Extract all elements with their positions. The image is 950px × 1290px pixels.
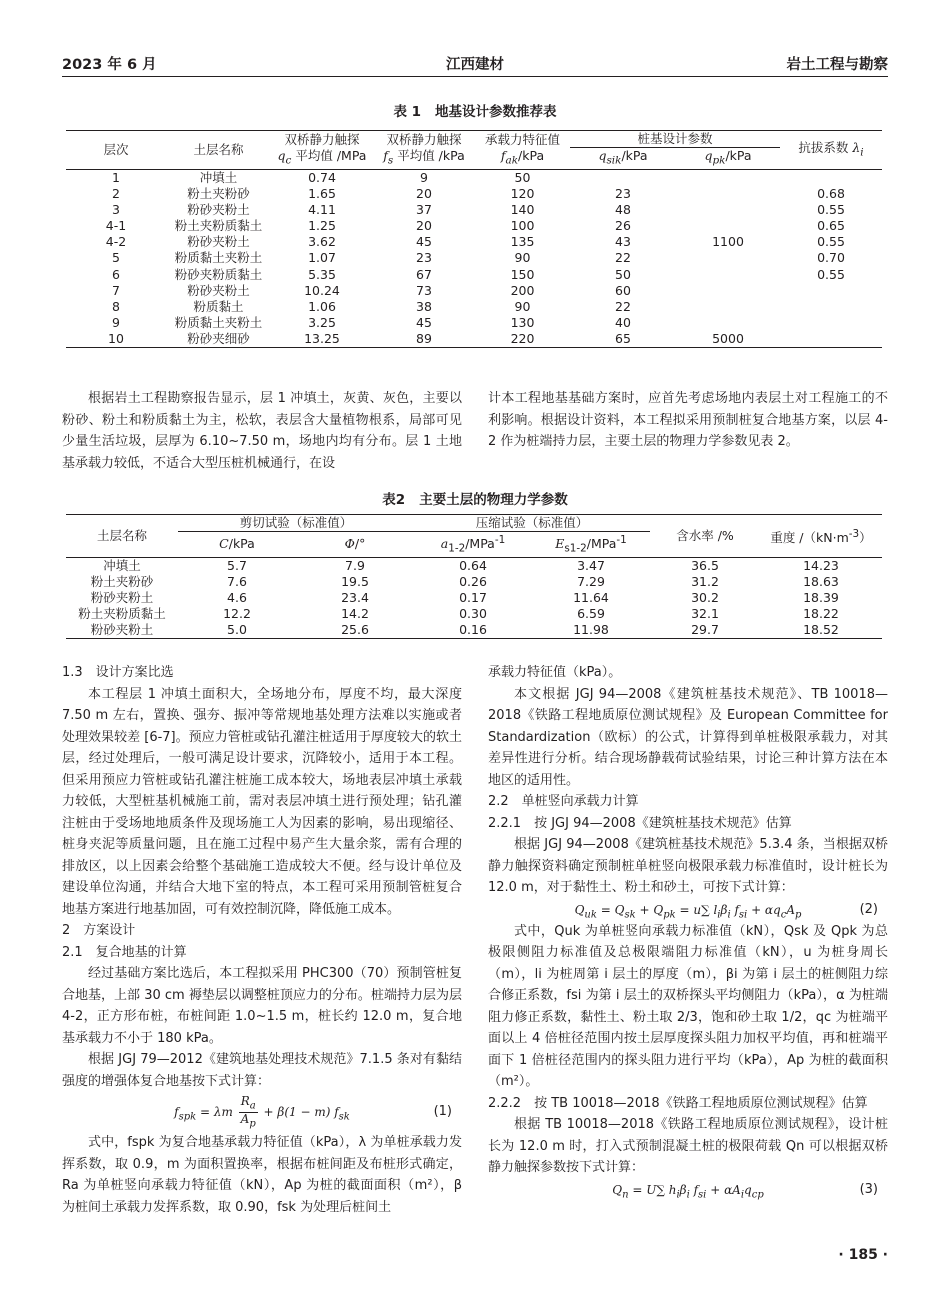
table-cell: 38 bbox=[416, 298, 432, 314]
equation-1 bbox=[62, 1092, 462, 1132]
table2-caption bbox=[62, 488, 888, 508]
th2-compress: 压缩试验（标准值） bbox=[414, 515, 650, 532]
table-cell: 3.25 bbox=[308, 315, 336, 331]
heading-2-2-1: 2.2.1 按 JGJ 94—2008《建筑桩基技术规范》估算 bbox=[488, 815, 792, 831]
table-cell: 7.29 bbox=[577, 573, 605, 589]
table-cell: 粉质黏土 bbox=[193, 298, 244, 314]
table-cell: 23 bbox=[615, 185, 631, 201]
table-cell: 200 bbox=[510, 282, 535, 298]
table-cell bbox=[780, 169, 882, 186]
table-cell: 4-2 bbox=[105, 234, 127, 250]
table2-number: 表2 bbox=[382, 492, 406, 508]
table-cell bbox=[676, 266, 780, 282]
table-cell: 26 bbox=[615, 217, 631, 233]
table-cell: 5.0 bbox=[227, 621, 247, 637]
equation-1-number: (1) bbox=[433, 1104, 452, 1119]
table-cell: 粉砂夹粉土 bbox=[187, 201, 250, 217]
table-cell: 0.16 bbox=[459, 621, 487, 637]
header-rule bbox=[62, 76, 888, 77]
th2-phi: Φ/° bbox=[296, 532, 414, 558]
th-pile-group: 桩基设计参数 bbox=[570, 131, 780, 148]
table-row bbox=[66, 622, 882, 639]
table-cell bbox=[676, 202, 780, 218]
table-cell: 6.59 bbox=[577, 605, 605, 621]
table1-number: 表 1 bbox=[393, 104, 422, 120]
table-cell: 4-1 bbox=[105, 217, 127, 233]
table-cell bbox=[676, 250, 780, 266]
table-cell: 10.24 bbox=[304, 282, 340, 298]
table-cell: 粉砂夹粉质黏土 bbox=[174, 266, 263, 282]
page-number: · 185 · bbox=[838, 1247, 888, 1263]
table-cell: 20 bbox=[416, 185, 432, 201]
th-soil: 土层名称 bbox=[166, 131, 271, 170]
table-cell bbox=[676, 299, 780, 315]
table-cell bbox=[676, 186, 780, 202]
table-cell: 2 bbox=[112, 185, 120, 201]
equation-1-expr: $f_{spk} = \lambda m$ $\frac{R_a}{A_p}$ + β(1 − m) $f_{sk}$ bbox=[174, 1093, 350, 1130]
table-cell: 12.2 bbox=[223, 605, 251, 621]
table-cell: 36.5 bbox=[691, 557, 719, 573]
table2 bbox=[66, 514, 882, 639]
table-cell: 50 bbox=[514, 169, 531, 185]
table-row bbox=[66, 606, 882, 622]
table-cell: 100 bbox=[510, 217, 535, 233]
table-cell: 120 bbox=[510, 185, 535, 201]
th-qc: 双桥静力触探 $q_c$ 平均值 /MPa bbox=[271, 131, 373, 170]
th2-w: 含水率 /% bbox=[650, 515, 760, 558]
table-cell: 0.55 bbox=[817, 266, 845, 282]
table-cell: 13.25 bbox=[304, 331, 340, 347]
para-eq2: 式中，Quk 为单桩竖向承载力标准值（kN），Qsk 及 Qpk 为总极限侧阻力标准值及总极限端阻力标准值（kN），u 为桩身周长（m），li 为桩周第 i 层土的厚度（m），βi 为第 i 层土的桩侧阻力综合修正系数，fsi 为第 i 层土的双桥探头平均侧阻力（kPa），α 为桩端阻力修正系数，黏性土、粉土取 2/3，饱和砂土取 1/2，qc 为桩端平面以上 4 倍桩径范围内按土层厚度探头阻力加权平均值，再和桩端平面下 1 倍桩径范围内的探头阻力进行平均（kPa），Ap 为桩的截面积（m²）。 bbox=[488, 923, 888, 1089]
table-row bbox=[66, 299, 882, 315]
heading-1-3: 1.3 设计方案比选 bbox=[62, 665, 174, 680]
table-cell: 0.17 bbox=[459, 589, 487, 605]
table-cell: 18.63 bbox=[803, 573, 839, 589]
table-cell: 25.6 bbox=[341, 621, 369, 637]
para-right-1-text: 计本工程地基基础方案时，应首先考虑场地内表层土对工程施工的不利影响。根据设计资料，本工程拟采用预制桩复合地基方案，以层 4-2 作为桩端持力层，主要土层的物理力学参数见表 2。 bbox=[488, 391, 888, 449]
th-qpk: $q_{pk}$/kPa bbox=[676, 148, 780, 170]
table-cell: 4.11 bbox=[308, 201, 336, 217]
table1-caption bbox=[62, 100, 888, 120]
table-cell bbox=[676, 283, 780, 299]
table-cell: 粉土夹粉质黏土 bbox=[174, 217, 263, 233]
table-cell: 粉土夹粉砂 bbox=[90, 573, 154, 589]
para-eq1: 式中，fspk 为复合地基承载力特征值（kPa），λ 为单桩承载力发挥系数，取 0.9，m 为面积置换率，根据布桩间距及布桩形式确定，Ra 为单桩竖向承载力特征值（kN），Ap 为桩的截面面积（m²），β 为桩间土承载力发挥系数，取 0.90，fsk 为处理后桩间土 bbox=[62, 1135, 462, 1215]
table-cell: 1.06 bbox=[308, 298, 336, 314]
th-fs: 双桥静力触探 $f_s$ 平均值 /kPa bbox=[373, 131, 475, 170]
table-cell bbox=[676, 169, 780, 186]
table-cell: 1.25 bbox=[308, 217, 336, 233]
table-cell: 65 bbox=[615, 331, 631, 347]
table-cell: 20 bbox=[416, 217, 432, 233]
th2-soil: 土层名称 bbox=[66, 515, 178, 558]
th2-gamma: 重度 $/(kN\cdot m^{-3})$ bbox=[760, 515, 882, 558]
table-cell: 10 bbox=[108, 331, 124, 347]
heading-2-1: 2.1 复合地基的计算 bbox=[62, 944, 187, 960]
table1-title: 地基设计参数推荐表 bbox=[435, 104, 557, 120]
table-cell: 1100 bbox=[712, 234, 744, 250]
table-cell: 0.74 bbox=[308, 169, 336, 185]
equation-3-expr: $Q_n = U\sum$ $h_i\beta_i$ $f_{si} + \alpha A_iq_{cp}$ bbox=[612, 1182, 764, 1200]
table-cell bbox=[780, 331, 882, 348]
table-cell: 粉土夹粉质黏土 bbox=[78, 605, 166, 621]
table-cell: 90 bbox=[514, 250, 531, 266]
table-cell: 粉质黏土夹粉土 bbox=[174, 250, 263, 266]
equation-3 bbox=[488, 1179, 888, 1201]
table-cell: 粉砂夹粉土 bbox=[90, 589, 154, 605]
table-cell: 43 bbox=[615, 234, 631, 250]
table-cell: 粉砂夹细砂 bbox=[187, 331, 250, 347]
table1-body bbox=[66, 169, 882, 348]
table-cell: 48 bbox=[615, 201, 631, 217]
table-cell bbox=[676, 315, 780, 331]
table-cell: 0.30 bbox=[459, 605, 487, 621]
heading-2-2: 2.2 单桩竖向承载力计算 bbox=[488, 794, 639, 809]
para-2-1: 经过基础方案比选后，本工程拟采用 PHC300（70）预制管桩复合地基，上部 30 cm 褥垫层以调整桩顶应力的分布。桩端持力层为层 4-2，正方形布桩，布桩间距 1.0~1.5 m，桩长约 12.0 m，复合地基承载力不小于 180 kPa。 bbox=[62, 966, 462, 1046]
table-cell: 37 bbox=[416, 201, 432, 217]
heading-2-2-2: 2.2.2 按 TB 10018—2018《铁路工程地质原位测试规程》估算 bbox=[488, 1095, 868, 1111]
table-cell: 粉土夹粉砂 bbox=[187, 185, 250, 201]
header-date: 2023 年 6 月 bbox=[62, 57, 157, 73]
table-cell: 14.2 bbox=[341, 605, 369, 621]
table-cell: 220 bbox=[510, 331, 535, 347]
table-cell: 0.68 bbox=[817, 185, 845, 201]
para-intro: 本文根据 JGJ 94—2008《建筑桩基技术规范》、TB 10018—2018《铁路工程地质原位测试规程》及 European Committee for Standardization（欧标）的公式，计算得到单桩极限承载力，对其差异性进行分析。结合现场静载荷试验结果，讨论三种计算方法在本地区的适用性。 bbox=[488, 686, 888, 788]
para-continued: 承载力特征值（kPa）。 bbox=[488, 665, 622, 680]
heading-2: 2 方案设计 bbox=[62, 923, 136, 938]
equation-2-expr: $Q_{uk} = Q_{sk} + Q_{pk} = u\sum$ $l_i\beta_i$ $f_{si} + \alpha q_cA_p$ bbox=[574, 902, 802, 920]
table-cell: 18.22 bbox=[803, 605, 839, 621]
table-cell bbox=[570, 169, 676, 186]
para-left-1 bbox=[62, 388, 462, 474]
table-cell: 45 bbox=[416, 315, 432, 331]
table-cell: 5.7 bbox=[227, 557, 247, 573]
table-row bbox=[66, 283, 882, 299]
table-cell: 67 bbox=[416, 266, 432, 282]
table-cell: 4.6 bbox=[227, 589, 247, 605]
table-cell: 7.9 bbox=[345, 557, 365, 573]
table-row bbox=[66, 250, 882, 266]
table-cell bbox=[676, 218, 780, 234]
table-cell: 1 bbox=[112, 169, 120, 185]
table-cell: 0.65 bbox=[817, 217, 845, 233]
table-cell: 1.07 bbox=[308, 250, 336, 266]
table-cell: 3.62 bbox=[308, 234, 336, 250]
table-row bbox=[66, 590, 882, 606]
left-column bbox=[62, 662, 462, 1218]
table-cell: 90 bbox=[514, 298, 531, 314]
para-2-2-1: 根据 JGJ 94—2008《建筑桩基技术规范》5.3.4 条，当根据双桥静力触探资料确定预制桩单桩竖向极限承载力标准值时，设计桩长为 12.0 m，对于黏性土、粉土和砂土，可按下式计算： bbox=[488, 837, 888, 895]
th-fak: 承载力特征值 $f_{ak}$/kPa bbox=[475, 131, 570, 170]
table-row bbox=[66, 331, 882, 348]
table-cell bbox=[780, 283, 882, 299]
table2-title: 主要土层的物理力学参数 bbox=[419, 492, 568, 508]
table-cell: 粉砂夹粉土 bbox=[90, 621, 154, 637]
table-cell: 32.1 bbox=[691, 605, 719, 621]
para-1-3: 本工程层 1 冲填土面积大，全场地分布，厚度不均，最大深度 7.50 m 左右，置换、强夯、振冲等常规地基处理方法难以实施或者处理效果较差 [6-7]。预应力管桩或钻孔灌注桩适用于厚度较大的软土层，经过处理后，一般可满足设计要求，沉降较小，适用于本工程。但采用预应力管桩或钻孔灌注桩施工成本较大，场地表层冲填土承载力较低，大型桩基机械施工前，需对表层冲填土进行预处理；钻孔灌注桩由于受场地地质条件及现场施工人为因素的影响，易出现缩径、桩身夹泥等质量问题，且在施工过程中易产生大量余浆，需有合理的排放区，以上因素会给整个基础施工造成较大不便。经与设计单位及建设单位沟通，并结合大地下室的特点，本工程可采用预制管桩复合地基方案进行地基加固，可有效控制沉降，降低施工成本。 bbox=[62, 686, 462, 917]
para-left-1-text: 根据岩土工程勘察报告显示，层 1 冲填土，灰黄、灰色，主要以粉砂、粉土和粉质黏土为主，松软，表层含大量植物根系，局部可见少量生活垃圾，层厚为 6.10~7.50 m，场地内均有分布。层 1 土地基承载力较低，不适合大型压桩机械通行，在设 bbox=[62, 391, 462, 471]
table-cell: 89 bbox=[416, 331, 432, 347]
th-qsik: $q_{sik}$/kPa bbox=[570, 148, 676, 170]
table1 bbox=[66, 130, 882, 348]
table-cell: 23 bbox=[416, 250, 432, 266]
table-cell: 1.65 bbox=[308, 185, 336, 201]
table-cell: 19.5 bbox=[341, 573, 369, 589]
table-cell: 0.26 bbox=[459, 573, 487, 589]
para-right-1 bbox=[488, 388, 888, 453]
table-cell: 30.2 bbox=[691, 589, 719, 605]
table-cell: 0.55 bbox=[817, 201, 845, 217]
table-cell: 40 bbox=[615, 315, 631, 331]
table-cell: 冲填土 bbox=[103, 557, 141, 573]
table-cell: 0.64 bbox=[459, 557, 487, 573]
th-lambda: 抗拔系数 $\lambda_i$ bbox=[780, 131, 882, 170]
th-layer: 层次 bbox=[66, 131, 166, 170]
table-cell: 11.64 bbox=[573, 589, 609, 605]
table-cell: 31.2 bbox=[691, 573, 719, 589]
table-cell bbox=[780, 299, 882, 315]
table-cell: 11.98 bbox=[573, 621, 609, 637]
table-cell: 8 bbox=[112, 298, 120, 314]
table-row bbox=[66, 574, 882, 590]
table-row bbox=[66, 202, 882, 218]
table-row bbox=[66, 557, 882, 574]
header-journal: 江西建材 bbox=[446, 57, 504, 73]
header-section: 岩土工程与勘察 bbox=[786, 57, 888, 73]
table-cell: 29.7 bbox=[691, 621, 719, 637]
table-cell: 3.47 bbox=[577, 557, 605, 573]
table-cell: 0.70 bbox=[817, 250, 845, 266]
th2-c: C/kPa bbox=[178, 532, 296, 558]
table-row bbox=[66, 315, 882, 331]
table-cell: 5000 bbox=[712, 331, 744, 347]
header-journal-wrap bbox=[62, 52, 888, 74]
table-cell: 0.55 bbox=[817, 234, 845, 250]
table-cell: 22 bbox=[615, 298, 631, 314]
table-cell: 6 bbox=[112, 266, 120, 282]
table-cell: 3 bbox=[112, 201, 120, 217]
table-cell: 5 bbox=[112, 250, 120, 266]
table-cell: 50 bbox=[615, 266, 631, 282]
th2-a12: $a_{1-2}/MPa^{-1}$ bbox=[414, 532, 532, 558]
table-cell: 18.52 bbox=[803, 621, 839, 637]
table-cell: 粉砂夹粉土 bbox=[187, 282, 250, 298]
table-cell: 60 bbox=[615, 282, 631, 298]
equation-3-number: (3) bbox=[859, 1181, 878, 1197]
table-cell: 135 bbox=[510, 234, 535, 250]
table-cell: 18.39 bbox=[803, 589, 839, 605]
table-row bbox=[66, 169, 882, 186]
table-cell: 22 bbox=[615, 250, 631, 266]
th2-shear: 剪切试验（标准值） bbox=[178, 515, 414, 532]
table-cell: 140 bbox=[510, 201, 535, 217]
table-cell: 粉砂夹粉土 bbox=[187, 234, 250, 250]
table-cell: 9 bbox=[420, 169, 428, 185]
table-cell: 5.35 bbox=[308, 266, 336, 282]
table-cell: 冲填土 bbox=[199, 169, 238, 185]
para-2-1-b: 根据 JGJ 79—2012《建筑地基处理技术规范》7.1.5 条对有黏结强度的增强体复合地基按下式计算： bbox=[62, 1052, 462, 1089]
table-row bbox=[66, 186, 882, 202]
table-cell: 粉质黏土夹粉土 bbox=[174, 315, 263, 331]
right-column bbox=[488, 662, 888, 1201]
table-cell: 23.4 bbox=[341, 589, 369, 605]
table-cell bbox=[780, 315, 882, 331]
table-cell: 130 bbox=[510, 315, 535, 331]
table2-body bbox=[66, 557, 882, 638]
table-row bbox=[66, 234, 882, 250]
table-cell: 7.6 bbox=[227, 573, 247, 589]
equation-2 bbox=[488, 899, 888, 921]
table-cell: 45 bbox=[416, 234, 432, 250]
equation-2-number: (2) bbox=[859, 901, 878, 917]
th2-es: $E_{s1-2}/MPa^{-1}$ bbox=[532, 532, 650, 558]
table-row bbox=[66, 266, 882, 282]
table-cell: 73 bbox=[416, 282, 432, 298]
table-row bbox=[66, 218, 882, 234]
table-cell: 150 bbox=[510, 266, 535, 282]
table-cell: 14.23 bbox=[803, 557, 839, 573]
table-cell: 9 bbox=[112, 315, 120, 331]
table-cell: 7 bbox=[112, 282, 120, 298]
para-2-2-2: 根据 TB 10018—2018《铁路工程地质原位测试规程》，设计桩长为 12.0 m 时，打入式预制混凝土桩的极限荷载 Qn 可以根据双桥静力触探参数按下式计算： bbox=[488, 1117, 888, 1175]
